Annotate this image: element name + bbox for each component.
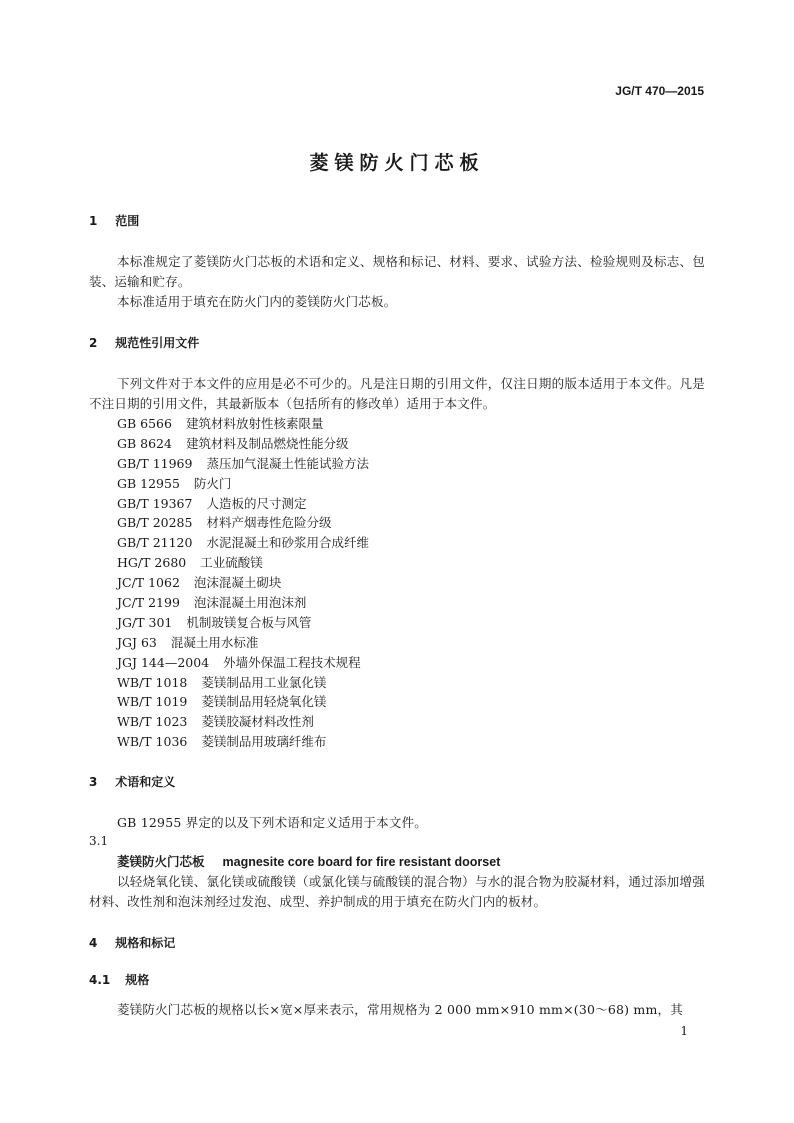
reference-code: JC/T 1062 [117, 575, 180, 591]
reference-item [117, 553, 369, 573]
reference-title: 人造板的尺寸测定 [206, 495, 307, 511]
term-definition: 以轻烧氧化镁、氯化镁或硫酸镁（或氯化镁与硫酸镁的混合物）与水的混合物为胶凝材料，通过添加增强材料、改性剂和泡沫剂经过发泡、成型、养护制成的用于填充在防火门内的板材。 [89, 874, 705, 909]
reference-code: JG/T 301 [117, 614, 173, 630]
reference-item [117, 712, 369, 732]
reference-code: GB 8624 [117, 435, 172, 451]
reference-title: 泡沫混凝土用泡沫剂 [193, 595, 307, 611]
standard-code: JG/T 470—2015 [615, 84, 704, 98]
section-number: 1 [89, 214, 98, 228]
section-title: 规范性引用文件 [115, 336, 200, 350]
reference-title: 蒸压加气混凝土性能试验方法 [206, 455, 369, 471]
reference-item [117, 494, 369, 514]
reference-item [117, 732, 369, 752]
reference-title: 菱镁制品用玻璃纤维布 [201, 734, 327, 750]
reference-code: WB/T 1023 [117, 714, 188, 730]
reference-title: 菱镁制品用工业氯化镁 [201, 674, 327, 690]
reference-code: JC/T 2199 [117, 595, 180, 611]
reference-title: 菱镁制品用轻烧氧化镁 [201, 694, 327, 710]
reference-item [117, 673, 369, 693]
specification-paragraph: 菱镁防火门芯板的规格以长×宽×厚来表示，常用规格为 2 000 mm×910 mm×(30～68) mm，其 [117, 1002, 683, 1017]
reference-title: 外墙外保温工程技术规程 [223, 654, 361, 670]
section-number: 3 [89, 775, 98, 789]
reference-title: 泡沫混凝土砌块 [193, 575, 282, 591]
reference-title: 防火门 [193, 475, 232, 491]
reference-item [117, 613, 369, 633]
reference-item [117, 474, 369, 494]
reference-item [117, 513, 369, 533]
reference-code: GB 6566 [117, 416, 172, 431]
references-intro: 下列文件对于本文件的应用是必不可少的。凡是注日期的引用文件，仅注日期的版本适用于本文件。凡是不注日期的引用文件，其最新版本（包括所有的修改单）适用于本文件。 [89, 376, 705, 411]
clause-number: 3.1 [89, 834, 109, 848]
section-title: 范围 [115, 214, 140, 228]
document-title: 菱镁防火门芯板 [309, 152, 485, 174]
reference-title: 建筑材料及制品燃烧性能分级 [185, 435, 349, 451]
reference-item [117, 414, 369, 434]
scope-paragraph-1: 本标准规定了菱镁防火门芯板的术语和定义、规格和标记、材料、要求、试验方法、检验规则及标志、包装、运输和贮存。 [89, 254, 705, 289]
reference-code: GB/T 19367 [117, 495, 193, 511]
section-3-heading [89, 773, 175, 790]
section-number: 4 [89, 936, 98, 950]
terms-intro: GB 12955 界定的以及下列术语和定义适用于本文件。 [117, 815, 427, 830]
section-title: 规格和标记 [115, 936, 176, 950]
reference-code: WB/T 1036 [117, 734, 188, 750]
reference-item [117, 573, 369, 593]
reference-code: JGJ 144—2004 [117, 654, 210, 670]
reference-title: 水泥混凝土和砂浆用合成纤维 [206, 535, 369, 551]
reference-code: HG/T 2680 [117, 555, 187, 571]
section-4-heading [89, 934, 175, 951]
reference-title: 建筑材料放射性核素限量 [185, 416, 324, 431]
reference-title: 工业硫酸镁 [200, 555, 263, 571]
subsection-number: 4.1 [89, 973, 111, 987]
reference-title: 菱镁胶凝材料改性剂 [201, 714, 314, 730]
reference-item [117, 692, 369, 712]
reference-code: GB/T 21120 [117, 535, 193, 551]
term-chinese: 菱镁防火门芯板 [117, 854, 205, 869]
reference-code: WB/T 1019 [117, 694, 188, 710]
scope-paragraph-2: 本标准适用于填充在防火门内的菱镁防火门芯板。 [117, 294, 397, 309]
subsection-title: 规格 [125, 973, 150, 987]
reference-code: JGJ 63 [117, 634, 157, 650]
reference-item [117, 593, 369, 613]
term-english: magnesite core board for fire resistant doorset [222, 855, 501, 869]
reference-item [117, 533, 369, 553]
reference-item [117, 454, 369, 474]
reference-title: 混凝土用水标准 [170, 634, 259, 650]
reference-item [117, 434, 369, 454]
page-number: 1 [680, 1024, 688, 1038]
section-title: 术语和定义 [115, 775, 176, 789]
section-1-heading [89, 212, 139, 229]
reference-list [117, 414, 369, 752]
reference-item [117, 633, 369, 653]
reference-title: 机制玻镁复合板与风管 [186, 614, 312, 630]
section-number: 2 [89, 336, 98, 350]
subsection-4-1-heading [89, 971, 149, 988]
reference-code: GB/T 20285 [117, 515, 193, 531]
reference-code: WB/T 1018 [117, 674, 188, 690]
reference-code: GB 12955 [117, 475, 180, 491]
reference-item [117, 653, 369, 673]
reference-code: GB/T 11969 [117, 455, 193, 471]
term-entry [117, 852, 500, 870]
reference-title: 材料产烟毒性危险分级 [206, 515, 332, 531]
section-2-heading [89, 334, 199, 351]
